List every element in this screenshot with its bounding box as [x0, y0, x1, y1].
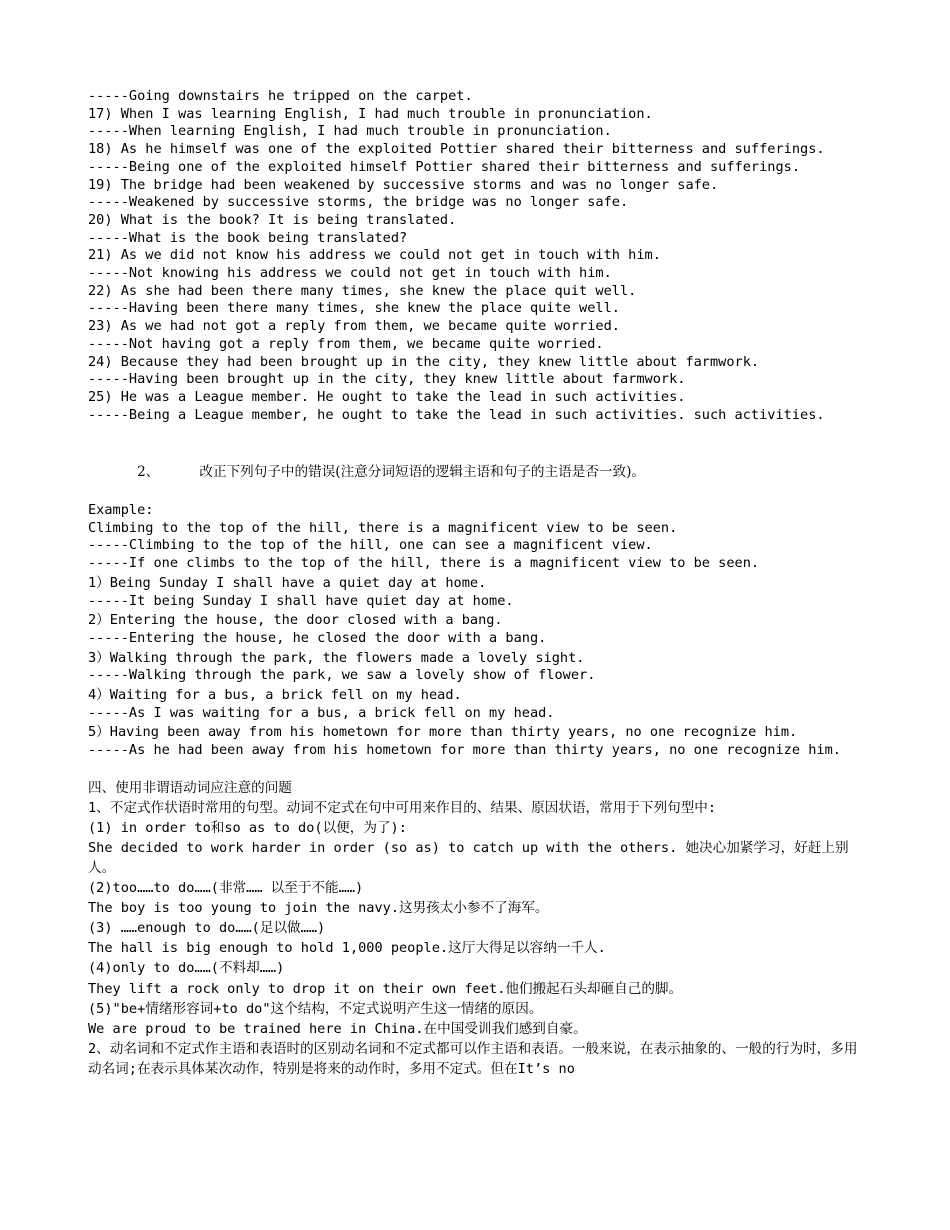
- exercise-question: 4）Waiting for a bus, a brick fell on my head.: [88, 687, 462, 704]
- body-line: The hall is big enough to hold 1,000 people.这厅大得足以容纳一千人.: [88, 940, 606, 957]
- text-line: -----Being one of the exploited himself Pottier shared their bitterness and sufferings.: [88, 158, 801, 175]
- body-line: (3) ……enough to do……(足以做……): [88, 920, 326, 937]
- text-line: -----Not having got a reply from them, we became quite worried.: [88, 335, 604, 352]
- text-line: -----Going downstairs he tripped on the carpet.: [88, 88, 473, 104]
- text-line: -----Being a League member, he ought to take the lead in such activities. such activities.: [88, 406, 825, 423]
- text-line: -----Weakened by successive storms, the bridge was no longer safe.: [88, 194, 629, 211]
- body-line: She decided to work harder in order (so as) to catch up with the others. 她决心加紧学习，好赶上别人。: [88, 839, 849, 876]
- body-line: (1) in order to和so as to do(以便，为了):: [88, 819, 407, 836]
- text-line: -----Having been brought up in the city, they knew little about farmwork.: [88, 371, 686, 388]
- example-line: Example:: [88, 502, 154, 519]
- text-line: 19) The bridge had been weakened by successive storms and was no longer safe.: [88, 176, 719, 193]
- exercise-answer: -----As he had been away from his hometown for more than thirty years, no one recognize him.: [88, 742, 841, 759]
- body-line: (2)too……to do……(非常…… 以至于不能……): [88, 880, 364, 897]
- exercise-item: [88, 687, 868, 722]
- section-number: 2、: [137, 464, 160, 481]
- exercise-question: 2）Entering the house, the door closed with a bang.: [88, 612, 503, 629]
- body-line: 2、动名词和不定式作主语和表语时的区别动名词和不定式都可以作主语和表语。一般来说，在表示抽象的、一般的行为时，多用动名词;在表示具体某次动作，特别是将来的动作时，多用不定式。但在It’s no: [88, 1040, 858, 1077]
- section-heading: 四、使用非谓语动词应注意的问题: [88, 779, 292, 796]
- exercise-answers-block: [88, 88, 868, 424]
- exercise-question: 5）Having been away from his hometown for more than thirty years, no one recognize him.: [88, 724, 798, 741]
- example-line: -----If one climbs to the top of the hill, there is a magnificent view to be seen.: [88, 555, 760, 572]
- exercise-item: [88, 650, 868, 685]
- body-line: They lift a rock only to drop it on their own feet.他们搬起石头却砸自己的脚。: [88, 980, 683, 997]
- section-heading: [88, 442, 868, 502]
- text-line: -----What is the book being translated?: [88, 229, 408, 246]
- exercise-question: 3）Walking through the park, the flowers made a lovely sight.: [88, 649, 585, 666]
- exercise-answer: -----As I was waiting for a bus, a brick fell on my head.: [88, 704, 555, 721]
- example-line: Climbing to the top of the hill, there is a magnificent view to be seen.: [88, 519, 678, 536]
- exercise-answer: -----Walking through the park, we saw a lovely show of flower.: [88, 667, 596, 684]
- document-page: [88, 88, 868, 1079]
- exercise-item: [88, 612, 868, 647]
- section-2: [88, 442, 868, 760]
- text-line: 20) What is the book? It is being translated.: [88, 211, 457, 228]
- text-line: 24) Because they had been brought up in the city, they knew little about farmwork.: [88, 353, 760, 370]
- exercise-answer: -----It being Sunday I shall have quiet day at home.: [88, 592, 514, 609]
- text-line: 21) As we did not know his address we could not get in touch with him.: [88, 247, 661, 264]
- body-line: (5)"be+情绪形容词+to do"这个结构，不定式说明产生这一情绪的原因。: [88, 1000, 543, 1017]
- text-line: -----Not knowing his address we could not get in touch with him.: [88, 265, 612, 282]
- section-title: 改正下列句子中的错误(注意分词短语的逻辑主语和句子的主语是否一致)。: [199, 464, 645, 481]
- text-line: 22) As she had been there many times, she knew the place quit well.: [88, 282, 637, 299]
- text-line: 25) He was a League member. He ought to take the lead in such activities.: [88, 388, 686, 405]
- body-line: 1、不定式作状语时常用的句型。动词不定式在句中可用来作目的、结果、原因状语，常用于下列句型中:: [88, 799, 717, 816]
- text-line: 23) As we had not got a reply from them, we became quite worried.: [88, 318, 620, 335]
- section-4: [88, 778, 868, 1079]
- body-line: (4)only to do……(不料却……): [88, 960, 285, 977]
- text-line: -----When learning English, I had much trouble in pronunciation.: [88, 123, 612, 140]
- example-line: -----Climbing to the top of the hill, one can see a magnificent view.: [88, 537, 653, 554]
- text-line: -----Having been there many times, she knew the place quite well.: [88, 300, 620, 317]
- exercise-question: 1）Being Sunday I shall have a quiet day at home.: [88, 574, 487, 591]
- text-line: 18) As he himself was one of the exploited Pottier shared their bitterness and sufferings.: [88, 141, 825, 158]
- text-line: 17) When I was learning English, I had much trouble in pronunciation.: [88, 105, 653, 122]
- exercise-item: [88, 724, 868, 759]
- body-line: We are proud to be trained here in China.在中国受训我们感到自豪。: [88, 1020, 587, 1037]
- exercise-item: [88, 575, 868, 610]
- exercise-answer: -----Entering the house, he closed the door with a bang.: [88, 629, 547, 646]
- body-line: The boy is too young to join the navy.这男孩太小参不了海军。: [88, 900, 549, 917]
